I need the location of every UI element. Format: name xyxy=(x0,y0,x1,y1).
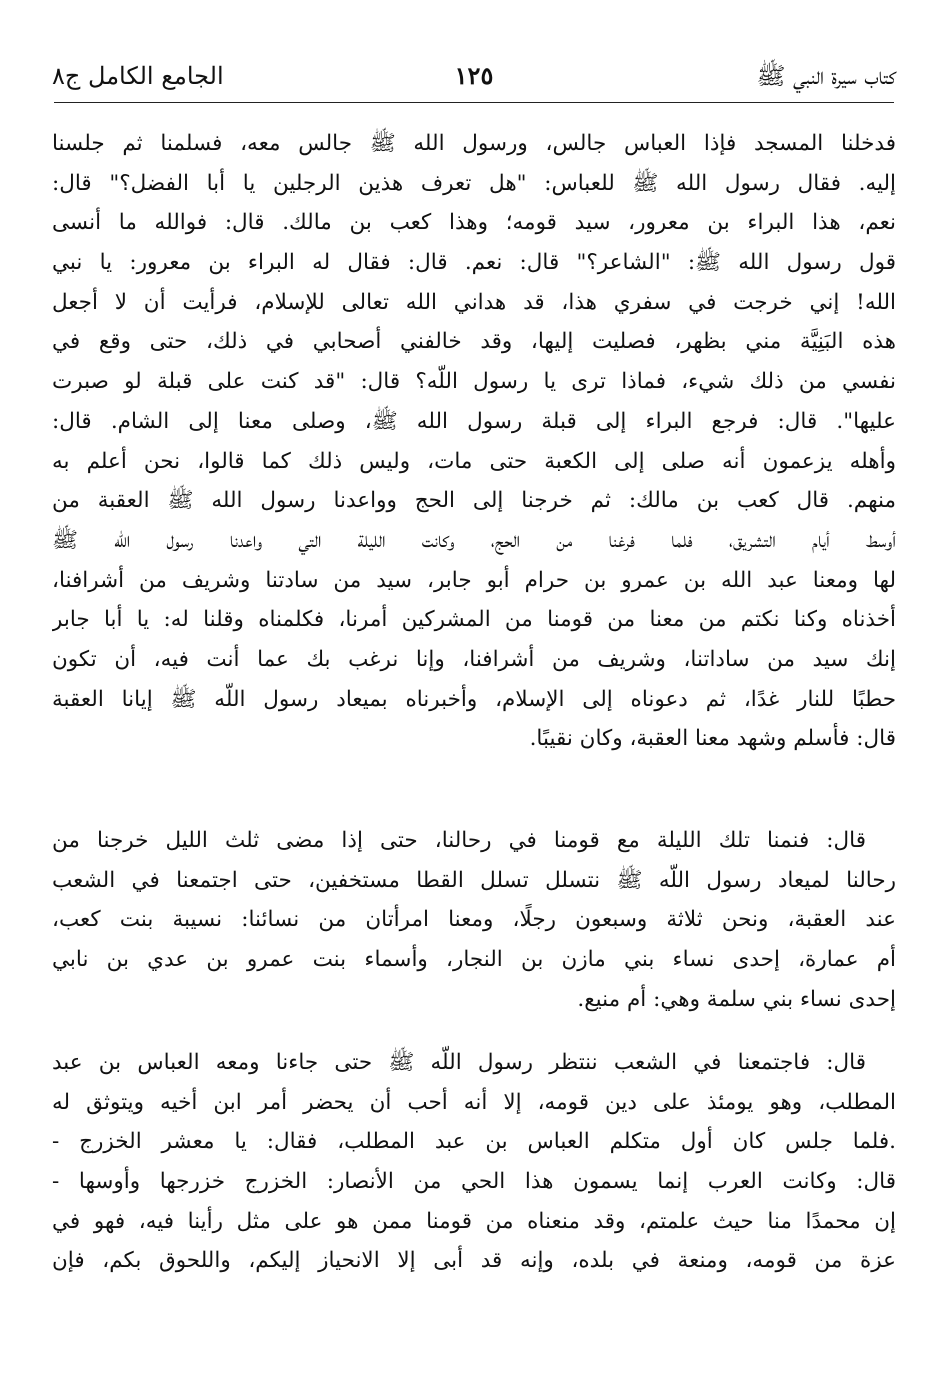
text-line: أم عمارة، إحدى نساء بني مازن بن النجار، وأسماء بنت عمرو بن عدي بن نابي xyxy=(52,947,896,973)
paragraph xyxy=(52,821,896,1019)
paragraph xyxy=(52,124,896,759)
text-line: إحدى نساء بني سلمة وهي: أم منيع. xyxy=(577,986,896,1012)
book-title: كتاب سيرة النبي ﷺ xyxy=(756,62,896,90)
text-line: نعم، هذا البراء بن معرور، سيد قومه؛ وهذا كعب بن مالك. قال: فوالله ما أنسى xyxy=(52,210,896,236)
text-line: وأهله يزعمون أنه صلى إلى الكعبة حتى مات، وليس ذلك كما قالوا، نحن أعلم به xyxy=(52,448,896,474)
text-line: لها ومعنا عبد الله بن عمرو بن حرام أبو جابر، سيد من سادتنا وشريف من أشرافنا، xyxy=(52,567,896,593)
text-line: منهم. قال كعب بن مالك: ثم خرجنا إلى الحج وواعدنا رسول الله ﷺ العقبة من xyxy=(52,488,896,514)
page-header xyxy=(52,58,896,98)
text-line: عزة من قومه، ومنعة في بلده، وإنه قد أبى إلا الانحياز إليكم، واللحوق بكم، فإن xyxy=(52,1248,896,1274)
text-line: أخذناه وكنا نكتم من معنا من قومنا من المشركين أمرنا، فكلمناه وقلنا له: يا أبا جابر xyxy=(52,607,896,633)
text-line: قال: فأسلم وشهد معنا العقبة، وكان نقيبًا. xyxy=(529,726,896,752)
text-line: قول رسول الله ﷺ: "الشاعر؟" قال: نعم. قال: فقال له البراء بن معرور: يا نبي xyxy=(52,250,896,276)
text-line: حطبًا للنار غدًا، ثم دعوناه إلى الإسلام، وأخبرناه بميعاد رسول اللّه ﷺ إيانا العقبة xyxy=(52,686,896,712)
paragraph xyxy=(52,1043,896,1281)
text-line: قال: وكانت العرب إنما يسمون هذا الحي من الأنصار: الخزرج خزرجها وأوسها - xyxy=(52,1169,896,1195)
text-line: إنك سيد من ساداتنا، وشريف من أشرافنا، وإنا نرغب بك عما أنت فيه، أن تكون xyxy=(52,646,896,672)
text-line: إن محمدًا منا حيث علمتم، وقد منعناه من قومنا ممن هو على مثل رأينا فيه، فهو في xyxy=(52,1208,896,1234)
text-line: قال: فاجتمعنا في الشعب ننتظر رسول اللّه ﷺ حتى جاءنا ومعه العباس بن عبد xyxy=(52,1050,866,1075)
text-line: الله! إني خرجت في سفري هذا، قد هداني الله تعالى للإسلام، فرأيت أن لا أجعل xyxy=(52,289,896,315)
text-line: إليه. فقال رسول الله ﷺ للعباس: "هل تعرف هذين الرجلين يا أبا الفضل؟" قال: xyxy=(52,170,896,196)
text-line: هذه البَنِيَّة مني بظهر، فصليت إليها، وقد خالفني أصحابي في ذلك، حتى وقع في xyxy=(52,329,896,355)
text-line: نفسي من ذلك شيء، فماذا ترى يا رسول اللّه؟ قال: "قد كنت على قبلة لو صبرت xyxy=(52,369,896,395)
volume-title: الجامع الكامل ج٨ xyxy=(52,62,224,90)
text-line: قال: فنمنا تلك الليلة مع قومنا في رحالنا، حتى إذا مضى ثلث الليل خرجنا من xyxy=(52,828,866,853)
text-line: فدخلنا المسجد فإذا العباس جالس، ورسول الله ﷺ جالس معه، فسلمنا ثم جلسنا xyxy=(52,131,896,156)
text-line: رحالنا لميعاد رسول اللّه ﷺ نتسلل تسلل القطا مستخفين، حتى اجتمعنا في الشعب xyxy=(52,867,896,893)
text-line: أوسط أيام التشريق، فلما فرغنا من الحج، وكانت الليلة التي واعدنا رسول الله ﷺ xyxy=(52,527,896,553)
text-line: المطلب، وهو يومئذ على دين قومه، إلا أنه أحب أن يحضر أمر ابن أخيه ويتوثق له xyxy=(52,1089,896,1115)
text-line: .فلما جلس كان أول متكلم العباس بن عبد المطلب، فقال: يا معشر الخزرج - xyxy=(52,1129,896,1155)
text-line: عند العقبة، ونحن ثلاثة وسبعون رجلًا، ومعنا امرأتان من نسائنا: نسيبة بنت كعب، xyxy=(52,907,896,933)
page-number: ١٢٥ xyxy=(454,61,494,90)
header-divider xyxy=(54,102,894,103)
text-line: عليها". قال: فرجع البراء إلى قبلة رسول الله ﷺ، وصلى معنا إلى الشام. قال: xyxy=(52,408,896,434)
